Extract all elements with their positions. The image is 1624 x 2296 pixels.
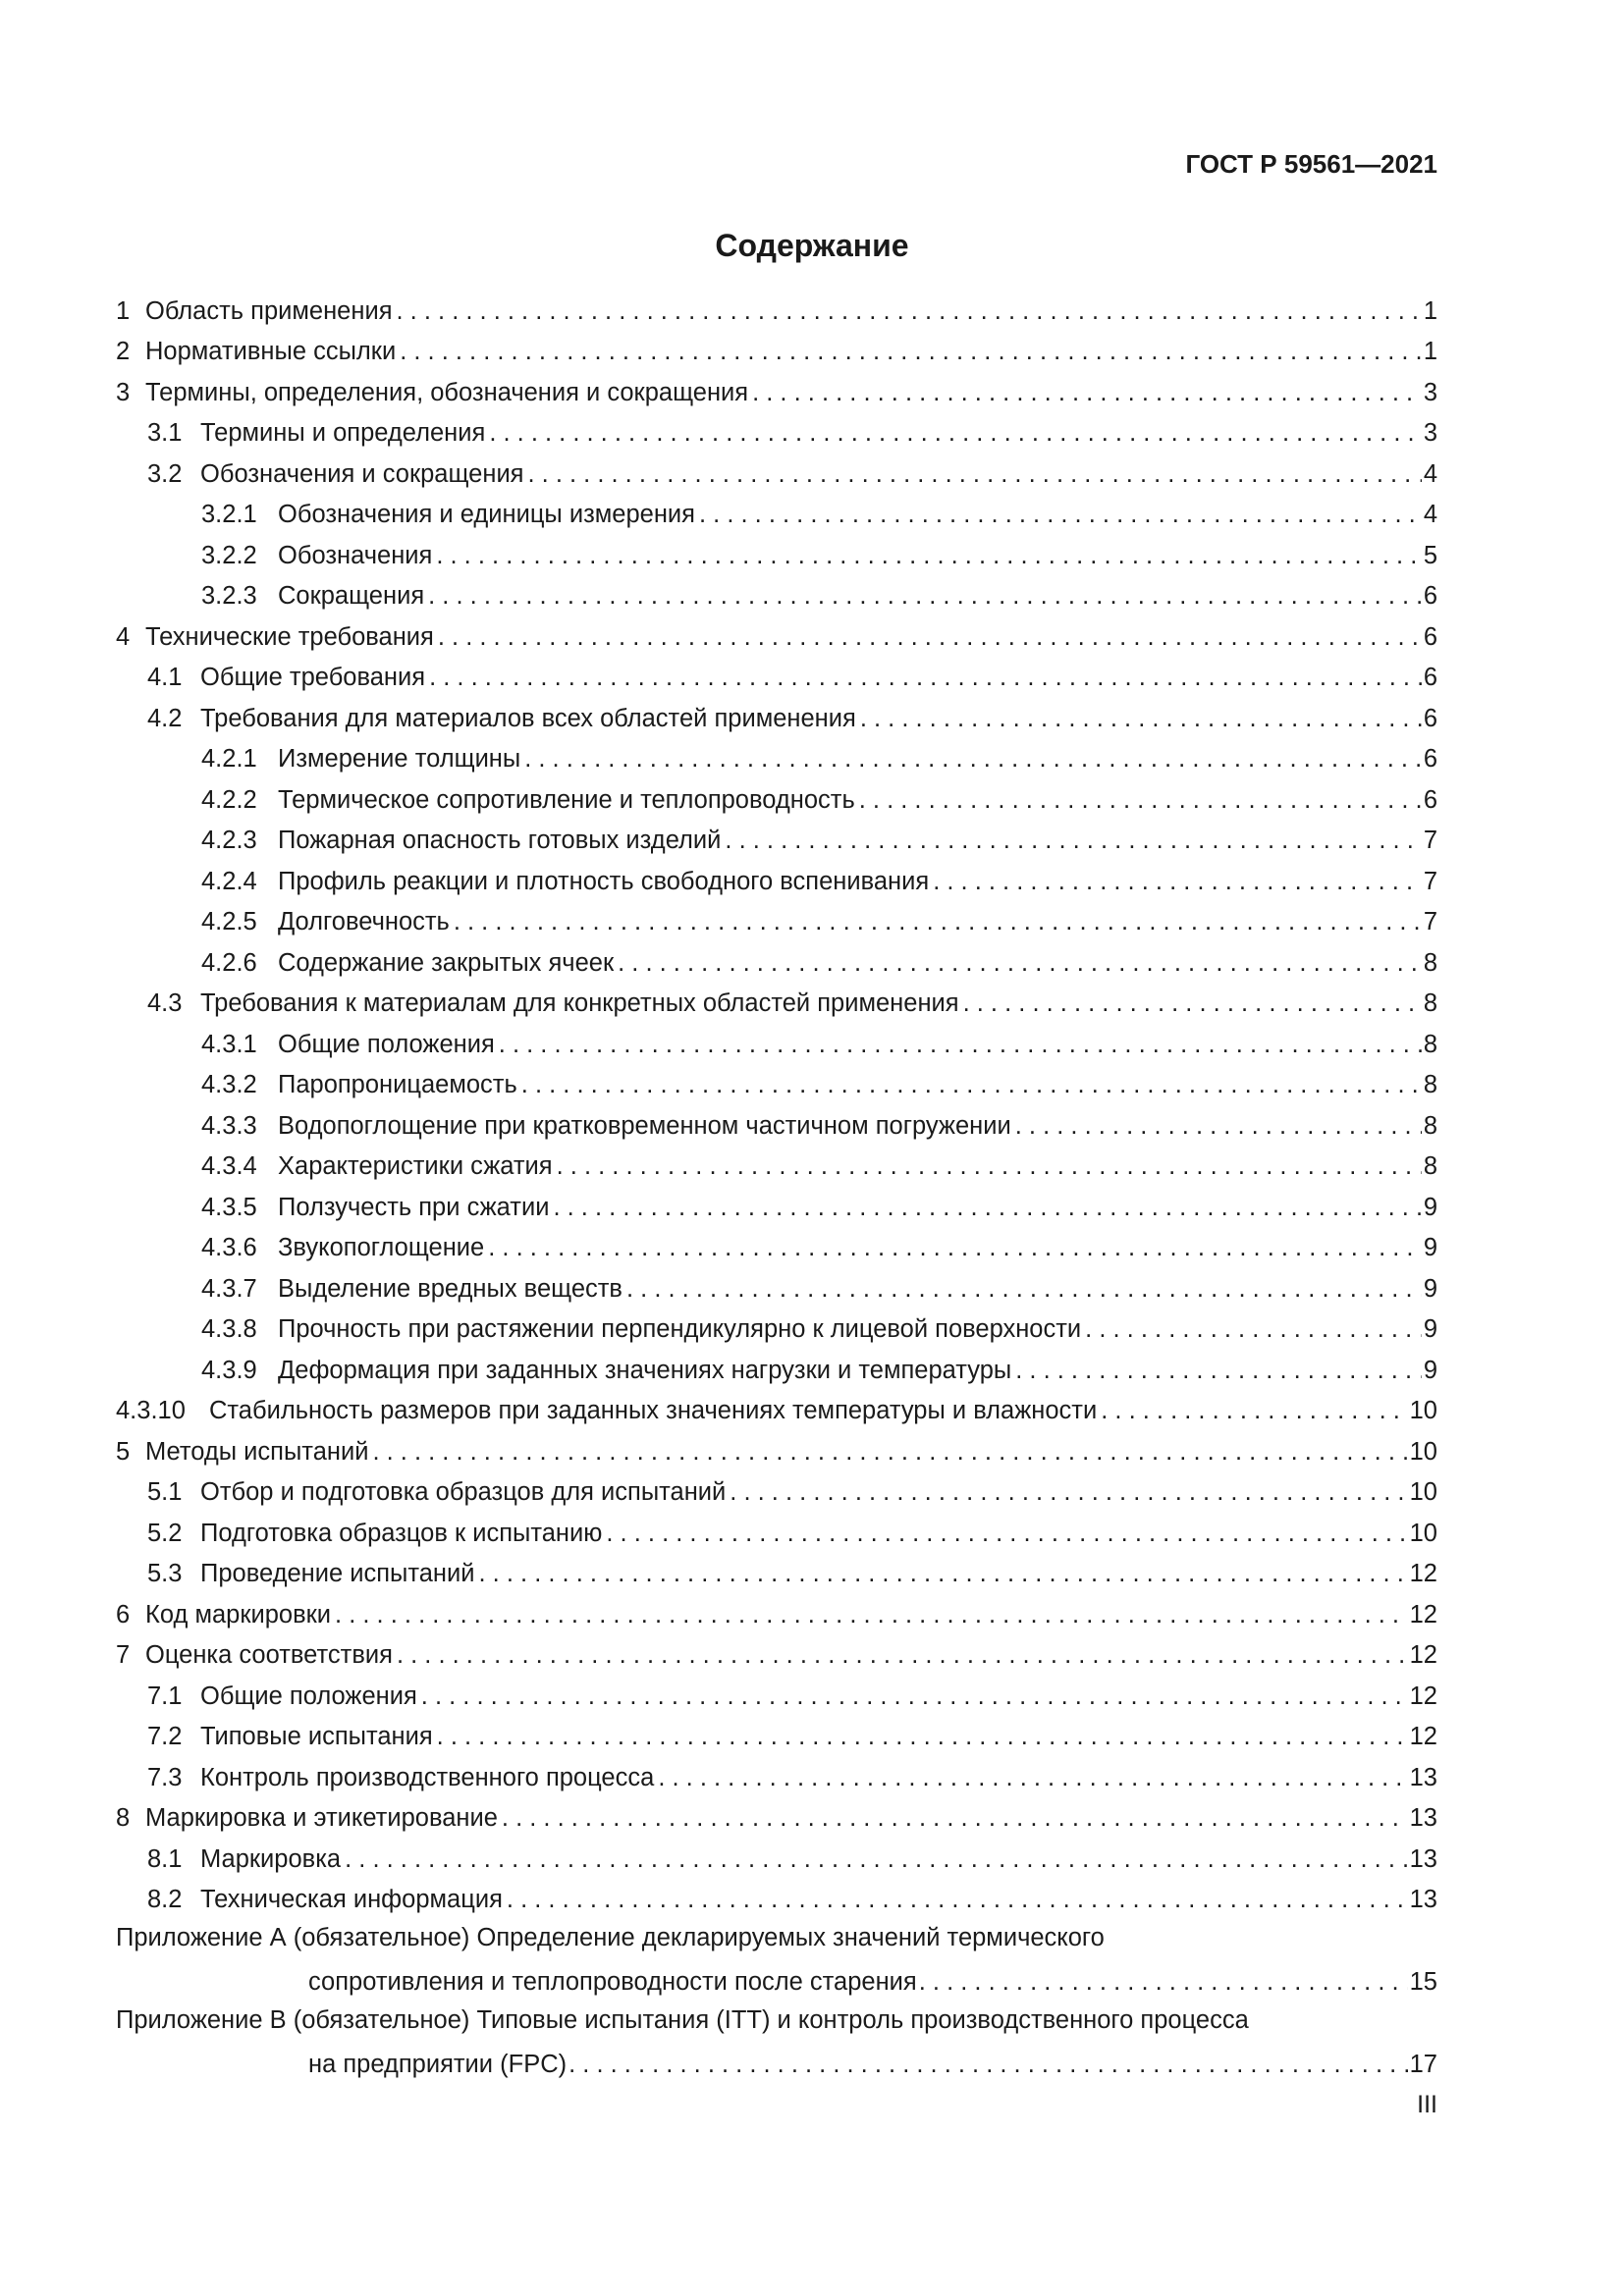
annex-a-page: 15	[1409, 1968, 1437, 1996]
toc-entry-3-2-3[interactable]: 3.2.3 Сокращения . . . 6	[116, 570, 1437, 612]
toc-entry-1[interactable]: 1 Область применения . . . 1	[116, 285, 1437, 326]
toc-entry-3-2-1[interactable]: 3.2.1 Обозначения и единицы измерения . . . 4	[116, 489, 1437, 530]
toc-entry-4-3-1[interactable]: 4.3.1 Общие положения . . . 8	[116, 1018, 1437, 1059]
toc-entry-4-2-3[interactable]: 4.2.3 Пожарная опасность готовых изделий . . . 7	[116, 815, 1437, 856]
table-of-contents	[116, 285, 1437, 2079]
toc-entry-8-2[interactable]: 8.2 Техническая информация . . . 13	[116, 1874, 1437, 1915]
toc-entry-2[interactable]: 2 Нормативные ссылки . . . 1	[116, 326, 1437, 367]
toc-entry-7-3[interactable]: 7.3 Контроль производственного процесса . . . 13	[116, 1751, 1437, 1792]
toc-entry-5-2[interactable]: 5.2 Подготовка образцов к испытанию . . . 10	[116, 1507, 1437, 1548]
annex-a-subtitle: сопротивления и теплопроводности после старения	[308, 1968, 917, 1996]
toc-entry-4-2[interactable]: 4.2 Требования для материалов всех областей применения . . . 6	[116, 692, 1437, 733]
annex-b-page: 17	[1409, 2051, 1437, 2078]
toc-entry-4-1[interactable]: 4.1 Общие требования . . . 6	[116, 652, 1437, 693]
toc-entry-5-1[interactable]: 5.1 Отбор и подготовка образцов для испытаний . . . 10	[116, 1467, 1437, 1508]
annex-a-heading: Приложение А (обязательное) Определение декларируемых значений термического	[116, 1924, 1105, 1951]
toc-entry-4-3-7[interactable]: 4.3.7 Выделение вредных веществ . . . 9	[116, 1262, 1437, 1304]
toc-entry-4-2-2[interactable]: 4.2.2 Термическое сопротивление и теплопроводность . . . 6	[116, 774, 1437, 815]
toc-entry-7[interactable]: 7 Оценка соответствия . . . 12	[116, 1629, 1437, 1671]
annex-b-subtitle: на предприятии (FPC)	[308, 2051, 568, 2078]
toc-entry-4-3-6[interactable]: 4.3.6 Звукопоглощение . . . 9	[116, 1222, 1437, 1263]
toc-entry-4-3-4[interactable]: 4.3.4 Характеристики сжатия . . . 8	[116, 1141, 1437, 1182]
toc-entry-4-3-5[interactable]: 4.3.5 Ползучесть при сжатии . . . 9	[116, 1181, 1437, 1222]
annex-b-heading: Приложение В (обязательное) Типовые испытания (ITT) и контроль производственного процесса	[116, 2006, 1249, 2034]
toc-entry-8[interactable]: 8 Маркировка и этикетирование . . . 13	[116, 1792, 1437, 1834]
toc-entry-4-3-2[interactable]: 4.3.2 Паропроницаемость . . . 8	[116, 1059, 1437, 1100]
toc-entry-3-2[interactable]: 3.2 Обозначения и сокращения . . . 4	[116, 448, 1437, 489]
toc-annex-a[interactable]	[116, 1924, 1437, 1997]
toc-entry-7-2[interactable]: 7.2 Типовые испытания . . . 12	[116, 1711, 1437, 1752]
toc-entry-3-2-2[interactable]: 3.2.2 Обозначения . . . 5	[116, 529, 1437, 570]
toc-entry-4-2-5[interactable]: 4.2.5 Долговечность . . . 7	[116, 896, 1437, 937]
toc-entry-5[interactable]: 5 Методы испытаний . . . 10	[116, 1425, 1437, 1467]
toc-entry-4-2-4[interactable]: 4.2.4 Профиль реакции и плотность свободного вспенивания . . . 7	[116, 855, 1437, 896]
toc-entry-4-2-1[interactable]: 4.2.1 Измерение толщины . . . 6	[116, 733, 1437, 774]
toc-entry-4-3-9[interactable]: 4.3.9 Деформация при заданных значениях нагрузки и температуры . . . 9	[116, 1344, 1437, 1385]
toc-entry-8-1[interactable]: 8.1 Маркировка . . . 13	[116, 1833, 1437, 1874]
toc-annex-b[interactable]	[116, 2006, 1437, 2079]
toc-entry-6[interactable]: 6 Код маркировки . . . 12	[116, 1588, 1437, 1629]
toc-entry-3-1[interactable]: 3.1 Термины и определения . . . 3	[116, 407, 1437, 449]
toc-entry-4-3-8[interactable]: 4.3.8 Прочность при растяжении перпендикулярно к лицевой поверхности . . . 9	[116, 1304, 1437, 1345]
toc-entry-4-3[interactable]: 4.3 Требования к материалам для конкретных областей применения . . . 8	[116, 978, 1437, 1019]
standard-code: ГОСТ Р 59561—2021	[1185, 149, 1437, 179]
page-number: III	[1417, 2091, 1437, 2118]
toc-entry-4-2-6[interactable]: 4.2.6 Содержание закрытых ячеек . . . 8	[116, 936, 1437, 978]
toc-entry-4-3-10[interactable]: 4.3.10 Стабильность размеров при заданных значениях температуры и влажности . . . 10	[116, 1385, 1437, 1426]
toc-title: Содержание	[715, 228, 909, 263]
toc-entry-7-1[interactable]: 7.1 Общие положения . . . 12	[116, 1670, 1437, 1711]
toc-entry-4[interactable]: 4 Технические требования . . . 6	[116, 611, 1437, 652]
toc-entry-3[interactable]: 3 Термины, определения, обозначения и сокращения . . . 3	[116, 366, 1437, 407]
toc-entry-4-3-3[interactable]: 4.3.3 Водопоглощение при кратковременном частичном погружении . . . 8	[116, 1099, 1437, 1141]
toc-entry-5-3[interactable]: 5.3 Проведение испытаний . . . 12	[116, 1548, 1437, 1589]
